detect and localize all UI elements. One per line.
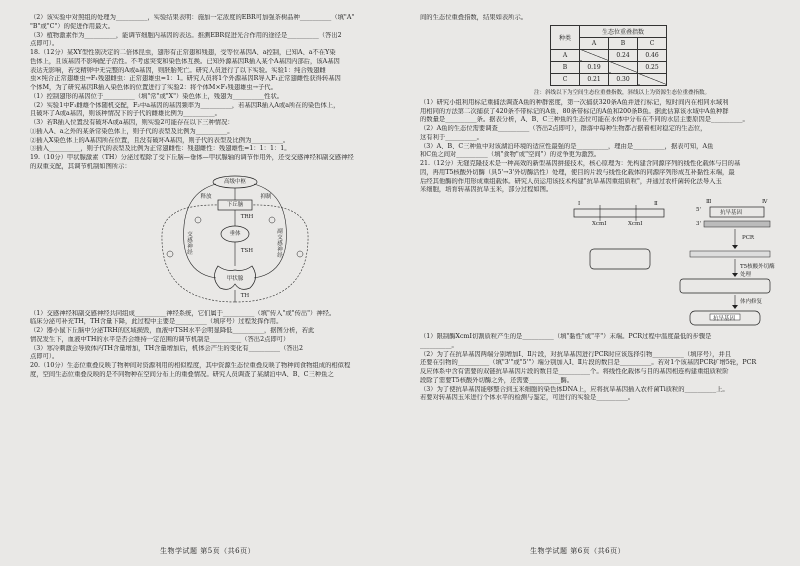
gene-label: 抗旱基因 [720,210,743,216]
text-line: 临床分泌可补充TH，TH含量下降，此过程中主要是__________（填序号）过程发挥作用。 [30,318,283,326]
primer-label: Ⅱ [654,201,658,207]
higher-center-label: 高级中枢 [223,178,246,185]
trh-label: TRH [240,213,254,220]
repair-label: 体内修复 [740,299,763,305]
end-label: 3' [696,221,702,227]
col-header: A [580,37,609,49]
end-label: 5' [696,207,702,213]
th-label: TH [240,292,250,299]
text-line: （3）寒冷刺激会导致体内TH含量增加，TH含量增加后，机体会产生的变化有__________（答出2 [30,344,303,352]
text-line: （1）交感神经和副交感神经共同组成__________神经系统，它们属于__________（填"传入"或"传出"）神经。 [30,309,336,317]
text-line: 反应体系中含有需要的双链抗旱基因片段的数目是__________个。将线性化载体与目的基因相连构建重组质粒阶 [420,368,729,375]
xcmi-label-1: XcmⅠ [592,221,607,227]
text-line: （1）研究小组利用标记重捕法调查A鱼的种群密度，第一次捕获320条A鱼并进行标记，短时间内在相同水域利 [420,98,729,106]
seamless-cloning-diagram [570,199,780,329]
text-line: 还要在引物的__________（填"3'"或"5'"）端分别加入Ⅰ、Ⅱ片段的数目是__________。若对1个该基因PCR扩增5轮，PCR [420,359,757,367]
table-cell: 0.24 [609,49,638,61]
thyroid-regulation-diagram [140,174,330,306]
inhibit-label: 抑制 [260,193,272,200]
left-lines-1 [30,14,386,172]
col-header: B [609,37,638,49]
text-line: 点即可）。 [30,353,59,361]
table-row [551,49,667,61]
text-line: 和C鱼之间对__________（填"食物"或"空间"）的竞争更为激烈。 [420,151,601,159]
question-19: 19.（10分）甲状腺激素（TH）分泌过程除了受下丘脑—垂体—甲状腺轴的调节作用外，还受交感神经和副交感神经 [30,154,354,161]
text-line: 度，空间生态位重叠反映的是不同物种在空间分布上的重叠情况。研究人员调查了某湖泊中A、B、C三种鱼之 [30,370,334,378]
sympathetic-label: 交感神经 [187,231,193,256]
pcr-label: PCR [742,235,755,241]
text-line: （2）实验1中F₁雌雄个体随机交配，F₂中a基因的基因频率为__________，若基因R插入A或a所在的染色体上， [30,101,340,109]
question-20: 20.（10分）生态位重叠反映了物种间对资源利用的相似程度，其中资源生态位重叠反映了物种间食物组成的相似程 [30,362,351,369]
text-line: 因，再用T5核酸外切酶（具5'→3'外切酶活性）处理，使目的片段与线性化载体的同源序列形成互补黏性末端，最 [420,168,735,176]
text-line: 的数量是__________条。据表分析，A、B、C三种鱼的生态位可能在水体中分布在不同的水层主要原因是__________。 [420,116,749,124]
niche-overlap-table [550,25,667,86]
text-line: 间的生态位重叠指数，结果如表所示。 [420,14,528,21]
text-line: （2）为了在抗旱基因两端分别增加Ⅰ、Ⅱ片段，对抗旱基因进行PCR时应该选择引物__________（填序号），并且 [420,350,732,358]
right-page [400,0,800,566]
table-cell: 0.46 [638,49,667,61]
text-line: 虫×纯合正常翅雄虫→F₁残翅雌虫：正常翅雄虫=1：1。研究人员将1个外源基因R导入F₁正常翅雌性获得转基因 [30,75,341,83]
table-row [551,73,667,85]
text-line: （3）若R插入位置没有破坏A或a基因，则实验2可能存在以下三种情况： [30,119,234,126]
text-line: 米细胞，培育转基因抗旱玉米，部分过程如图。 [420,186,553,194]
table-cell [609,61,638,73]
text-line: （1）控制翅形的基因位于__________（填"常"或"X"）染色体上，残翅为__________性状。 [30,92,284,100]
pituitary-label: 垂体 [229,230,241,237]
thyroid-label: 甲状腺 [226,275,244,282]
text-line: "B"或"C"）的促进作用最大。 [30,22,114,30]
page-footer-left: 生物学试题 第5页（共6页） [160,547,256,555]
text-line: 色体上，且该基因不影响配子活性。不考虑突变和染色体互换。已知外源基因R插入某个A基因内部后，该A基因 [30,57,340,65]
table-header: 生态位重叠指数 [580,25,667,37]
text-line: （3）植物激素作为__________，能调节细胞内基因的表达。推测EBR促进光合作用的途径是__________（答出2 [30,31,342,39]
table-cell: 0.21 [580,73,609,85]
text-line: 情况发生下，血液中TH的水平是否会维持一定范围的调节机制是__________（答出2点即可） [30,335,290,343]
xcmi-label-2: XcmⅠ [628,221,643,227]
text-line: __________。 [420,341,458,349]
right-lines-1 [420,99,784,195]
release-label: 释放 [200,193,212,200]
diagram-arrows [140,174,330,306]
text-line: （2）器小鼠下丘脑中分泌TRH的区域损毁，血液中TSH水平会明显降低__________，据图分析，若此 [30,327,315,334]
text-line: 且破坏了A或a基因，则该种情况下的子代的雌雄比例为__________。 [30,110,221,118]
table-cell: 0.25 [638,61,667,73]
text-line: （2）A鱼的生态位需要调查__________（答出2点即可），群落中每种生物都占据着相对稳定的生态位， [420,125,707,132]
table-note: 注：斜线以下为空间生态位重叠指数，斜线以上为资源生态位重叠指数。 [533,89,710,96]
hypothalamus-label: 下丘脑 [226,201,244,208]
table-row [551,61,667,73]
final-gene-label: 抗旱基因 [713,316,736,322]
table-cell: 0.30 [609,73,638,85]
text-line: 后经其他酶的作用形成重组载体。研究人员运用该技术构建"抗旱基因重组质粒"，并通过农杆菌转化法导入玉 [420,177,722,185]
text-line: 的双重支配，其调节机制如图所示： [30,162,131,170]
text-line: 这有利于__________。 [420,133,483,141]
text-line: （2）该实验中对照组的处理为__________，实验结果表明：施加一定浓度的EBR可加强茶树品种__________（填"A" [30,14,355,21]
text-line: 表达无影响，若受精卵中无完整的A或a基因，则胚胎死亡。研究人员进行了以下实验。实验1：纯合残翅雌 [30,66,326,74]
text-line: ①插入A、a之外的某条常染色体上，则子代的表型及比例为__________。 [30,127,234,135]
parasympathetic-label: 副交感神经 [277,228,283,259]
right-lines-2 [420,333,784,403]
table-cell [580,49,609,61]
table-corner: 种类 [551,25,580,49]
text-line: （3）为了使抗旱基因能够整合到玉米细胞的染色体DNA上，应将抗旱基因插入农杆菌Ti质粒的__________上。 [420,385,729,393]
text-line: （3）A、B、C三种鱼中对该湖泊环境的适应性最强的是__________，理由是__________，据表可知，A鱼 [420,142,714,150]
text-line: 若要对转基因玉米进行个体水平的检测与鉴定，可进行的实验是__________。 [420,394,635,402]
table-cell: 0.19 [580,61,609,73]
left-lines-2 [30,310,386,380]
tsh-label: TSH [240,247,254,254]
row-label: A [551,49,580,61]
text-line: 个体M，为了研究基因R插入染色体的位置进行了实验2：将个体M×F₁残翅雄虫→子代。 [30,84,277,91]
primer-label: Ⅲ [706,199,712,205]
text-line: ③插入__________，则子代的表型及比例为正常翅雌性：残翅雌性：残翅雄性=1：1：1：1。 [30,145,291,153]
question-18: 18.（12分）某XY型性别决定的二倍体昆虫，翅形有正常翅和残翅，受等位基因A、a控制，已知A、a不在Y染 [30,49,336,56]
row-label: C [551,73,580,85]
row-label: B [551,61,580,73]
primer-label: Ⅳ [762,199,768,205]
primer-label: Ⅰ [578,201,581,207]
t5-label: T5核酸外切酶处理 [740,264,775,278]
table-cell [638,73,667,85]
page-footer-right: 生物学试题 第6页（共6页） [530,547,626,555]
question-21: 21.（12分）无缝克隆技术是一种高效的新型基因拼接技术，核心原理为：先构建含同源序列的线性化载体与目的基 [420,160,741,167]
text-line: ②插入X染色体上的A基因所在位置，且没有破坏A基因，则子代的表型及比例为__________。 [30,136,290,144]
col-header: C [638,37,667,49]
text-line: （1）限制酶XcmⅠ切割质粒产生的是__________（填"黏性"或"平"）末端。PCR过程中温度最低的步骤是 [420,333,712,340]
text-line: 段除了需要T5核酸外切酶之外，还需要__________酶。 [420,376,574,384]
text-line: 点即可）。 [30,40,59,48]
text-line: 用相同的方法第二次捕获了420条不带标记的A鱼、80条带标记的A鱼和200条B鱼。据此估算该水域中A鱼种群 [420,107,729,115]
